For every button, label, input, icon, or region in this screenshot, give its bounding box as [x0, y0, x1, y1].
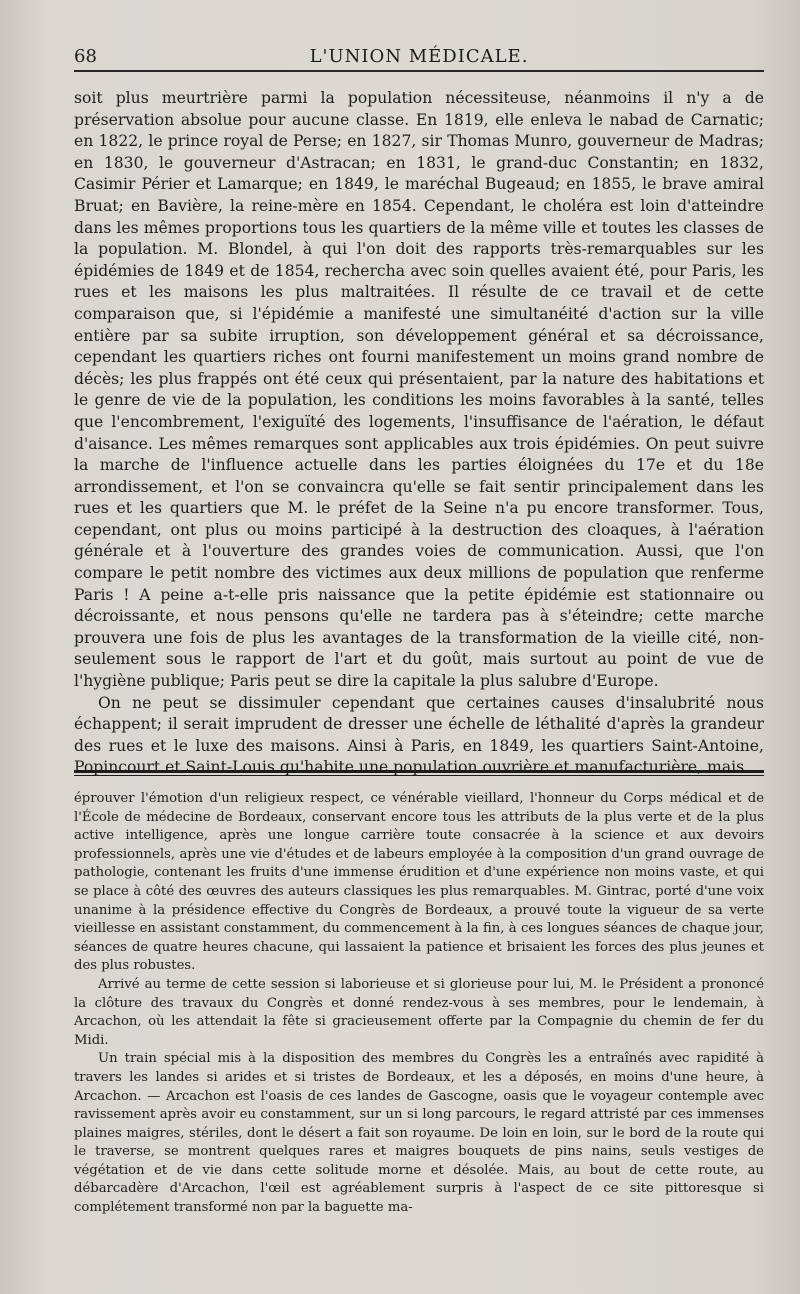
- section-divider: [74, 770, 764, 776]
- feuilleton-text: [74, 790, 764, 1218]
- main-article-text: [74, 88, 764, 779]
- feuilleton-paragraph: Arrivé au terme de cette session si laborieuse et si glorieuse pour lui, M. le Président a prononcé la clôture des travaux du Congrès et donné rendez-vous à ses membres, pour le lendemain, à Arcachon, où les attendait la fête si gracieusement offerte par la Compagnie du chemin de fer du Midi.: [74, 976, 764, 1048]
- page-header: [74, 44, 764, 72]
- feuilleton-paragraph: Un train spécial mis à la disposition des membres du Congrès les a entraînés avec rapidité à travers les landes si arides et si tristes de Bordeaux, et les a déposés, en moins d'une heure, à Arcachon. — Arcachon est l'oasis de ces landes de Gascogne, oasis que le voyageur contemple avec ravissement après avoir eu constamment, sur un si long parcours, le regard attristé par ces immenses plaines maigres, stériles, dont le désert a fait son royaume. De loin en loin, sur le bord de la route qui le traverse, se montrent quelques rares et maigres bouquets de pins nains, seuls vestiges de végétation et de vie dans cette solitude morne et désolée. Mais, au bout de cette route, au débarcadère d'Arcachon, l'œil est agréablement surpris à l'aspect de ce site pittoresque si complétement transformé non par la baguette ma-: [74, 1051, 764, 1216]
- page-number: 68: [74, 46, 97, 67]
- main-paragraph: soit plus meurtrière parmi la population nécessiteuse, néanmoins il n'y a de préservation absolue pour aucune classe. En 1819, elle enleva le nabad de Carnatic; en 1822, le prince royal de Perse; en 1827, sir Thomas Munro, gouverneur de Madras; en 1830, le gouverneur d'Astracan; en 1831, le grand-duc Constantin; en 1832, Casimir Périer et Lamarque; en 1849, le maréchal Bugeaud; en 1855, le brave amiral Bruat; en Bavière, la reine-mère en 1854. Cependant, le choléra est loin d'atteindre dans les mêmes proportions tous les quartiers de la même ville et toutes les classes de la population. M. Blondel, à qui l'on doit des rapports très-remarquables sur les épidémies de 1849 et de 1854, rechercha avec soin quelles avaient été, pour Paris, les rues et les maisons les plus maltraitées. Il résulte de ce travail et de cette comparaison que, si l'épidémie a manifesté une simultanéité d'action sur la ville entière par sa subite irruption, son développement général et sa décroissance, cependant les quartiers riches ont fourni manifestement un moins grand nombre de décès; les plus frappés ont été ceux qui présentaient, par la nature des habitations et le genre de vie de la population, les conditions les moins favorables à la santé, telles que l'encombrement, l'exiguïté des logements, l'insuffisance de l'aération, le défaut d'aisance. Les mêmes remarques sont applicables aux trois épidémies. On peut suivre la marche de l'influence actuelle dans les parties éloignées du 17e et du 18e arrondissement, et l'on se convaincra qu'elle se fait sentir principalement dans les rues et les quartiers que M. le préfet de la Seine n'a pu encore transformer. Tous, cependant, ont plus ou moins participé à la destruction des cloaques, à l'aération générale et à l'ouverture des grandes voies de communication. Aussi, que l'on compare le petit nombre des victimes aux deux millions de population que renferme Paris ! A peine a-t-elle pris naissance que la petite épidémie est stationnaire ou décroissante, et nous pensons qu'elle ne tardera pas à s'éteindre; cette marche prouvera une fois de plus les avantages de la transformation de la vieille cité, non-seulement sous le rapport de l'art et du goût, mais surtout au point de vue de l'hygiène publique; Paris peut se dire la capitale la plus salubre d'Europe.: [74, 89, 764, 691]
- feuilleton-paragraph: éprouver l'émotion d'un religieux respect, ce vénérable vieillard, l'honneur du Corps médical et de l'École de médecine de Bordeaux, conservant encore tous les attributs de la plus verte et de la plus active intelligence, après une longue carrière toute consacrée à la science et aux devoirs professionnels, après une vie d'études et de labeurs employée à la composition d'un grand ouvrage de pathologie, contenant les fruits d'une immense érudition et d'une expérience non moins vaste, et qui se place à côté des œuvres des auteurs classiques les plus remarquables. M. Gintrac, porté d'une voix unanime à la présidence effective du Congrès de Bordeaux, a prouvé toute la vigueur de sa verte vieillesse en assistant constamment, du commencement à la fin, à ces longues séances de chaque jour, séances de quatre heures chacune, qui lassaient la patience et brisaient les forces des plus jeunes et des plus robustes.: [74, 791, 764, 974]
- main-paragraph: On ne peut se dissimuler cependant que certaines causes d'insalubrité nous échappent; il serait imprudent de dresser une échelle de léthalité d'après la grandeur des rues et le luxe des maisons. Ainsi à Paris, en 1849, les quartiers Saint-Antoine, Popincourt et Saint-Louis qu'habite une population ouvrière et manufacturière, mais: [74, 693, 764, 777]
- running-title: L'UNION MÉDICALE.: [309, 46, 529, 67]
- header-rule: [74, 70, 764, 72]
